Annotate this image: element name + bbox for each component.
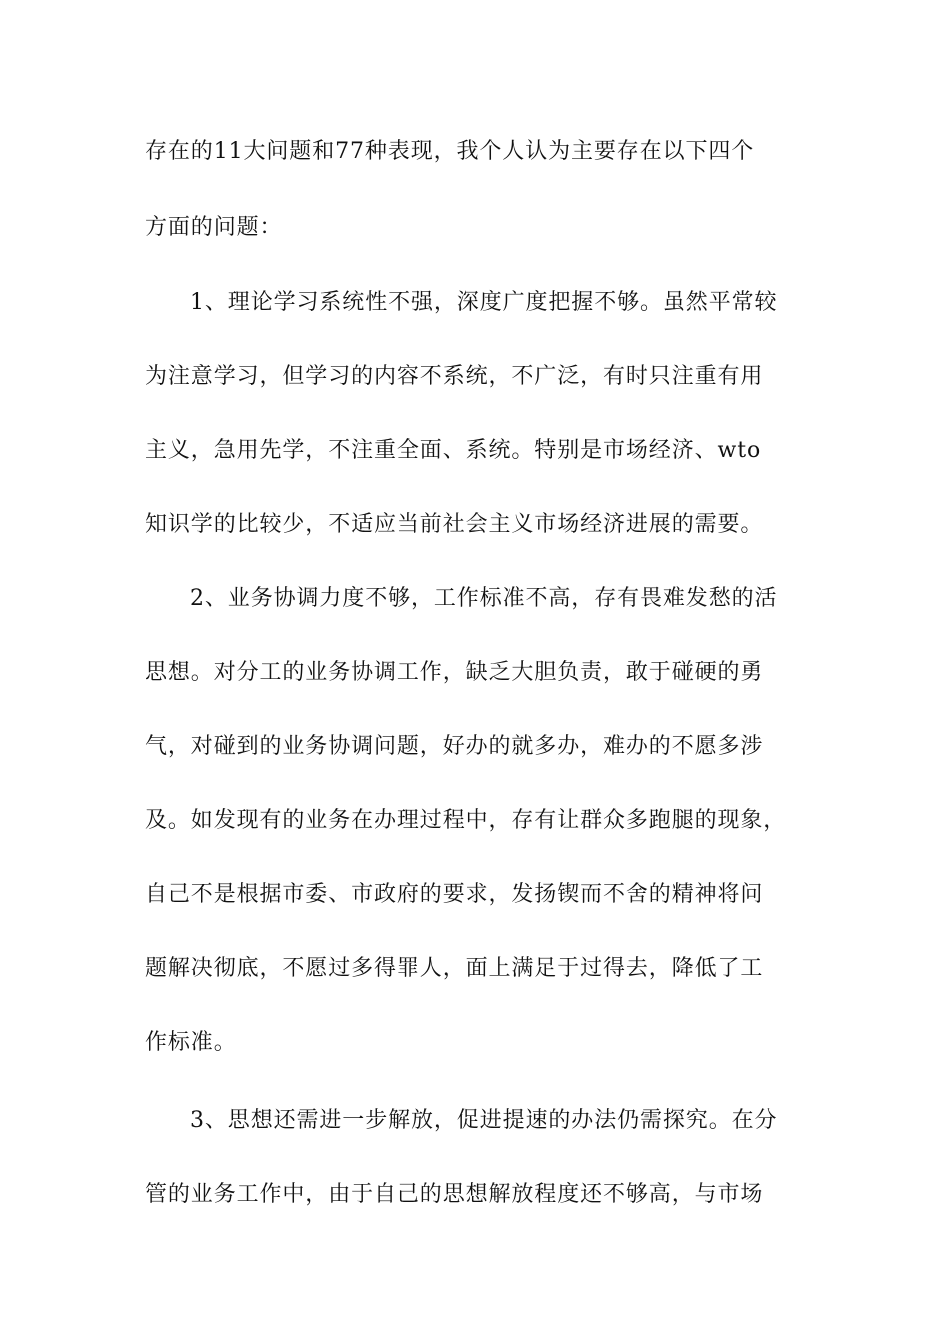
text-line-11: 自己不是根据市委、市政府的要求，发扬锲而不舍的精神将问 [145,882,764,907]
text-line-1: 存在的11大问题和77种表现，我个人认为主要存在以下四个 [145,139,755,164]
text-line-5: 主义，急用先学，不注重全面、系统。特别是市场经济、wto [145,438,762,463]
text-line-6: 知识学的比较少，不适应当前社会主义市场经济进展的需要。 [145,512,764,537]
text-line-10: 及。如发现有的业务在办理过程中，存有让群众多跑腿的现象， [145,808,787,833]
text-line-7: 2、业务协调力度不够，工作标准不高，存有畏难发愁的活 [190,586,778,611]
text-line-14: 3、思想还需进一步解放，促进提速的办法仍需探究。在分 [190,1108,778,1133]
text-line-3: 1、理论学习系统性不强，深度广度把握不够。虽然平常较 [190,290,778,315]
text-line-8: 思想。对分工的业务协调工作，缺乏大胆负责，敢于碰硬的勇 [145,660,764,685]
text-line-15: 管的业务工作中，由于自己的思想解放程度还不够高，与市场 [145,1182,764,1207]
text-line-12: 题解决彻底，不愿过多得罪人，面上满足于过得去，降低了工 [145,956,764,981]
text-line-13: 作标准。 [145,1030,237,1055]
text-line-2: 方面的问题： [145,215,283,240]
text-line-9: 气，对碰到的业务协调问题，好办的就多办，难办的不愿多涉 [145,734,764,759]
text-line-4: 为注意学习，但学习的内容不系统，不广泛，有时只注重有用 [145,364,764,389]
